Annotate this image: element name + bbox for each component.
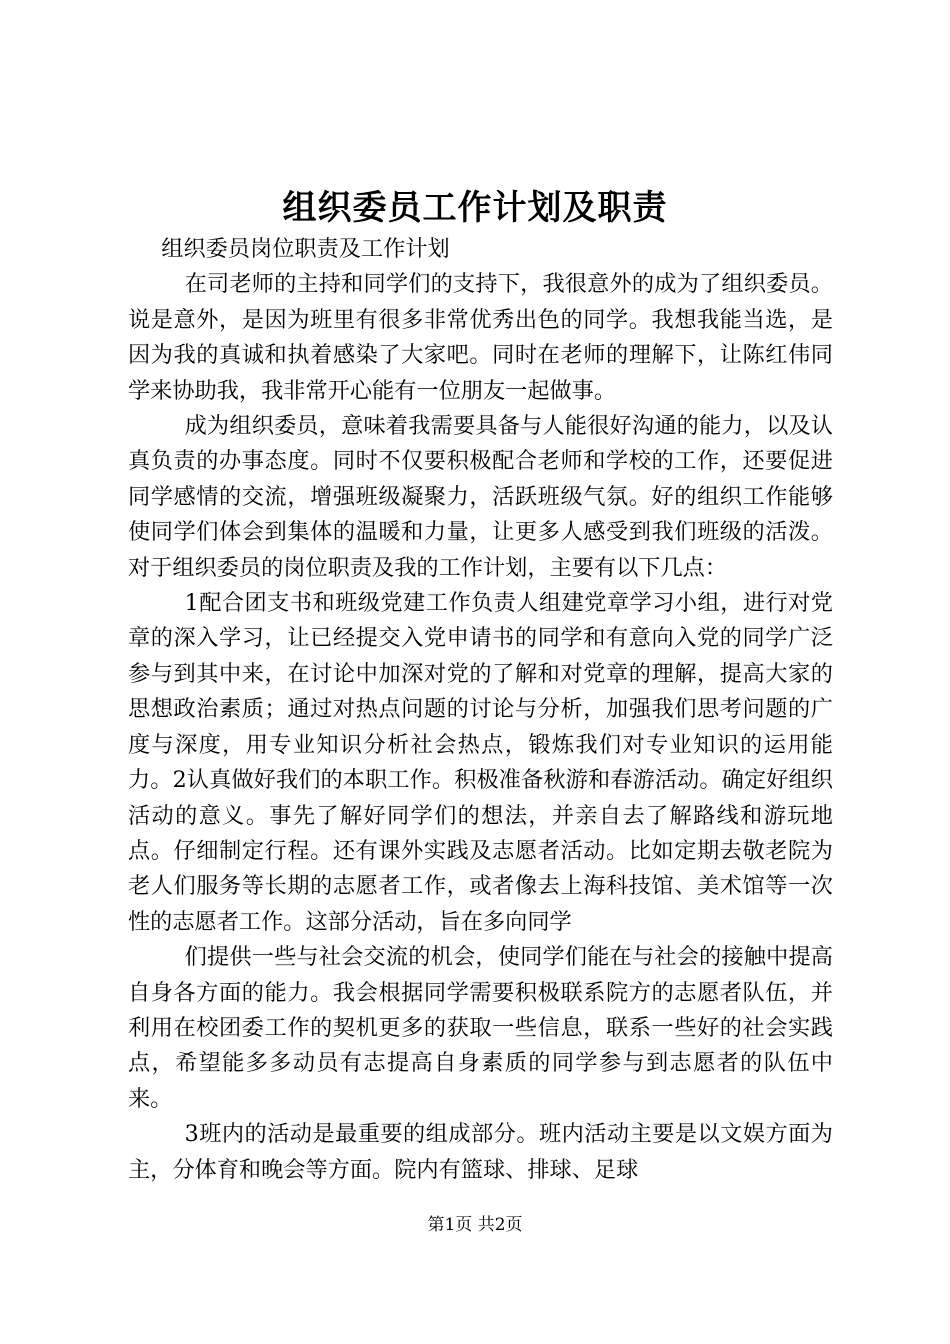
document-title: 组织委员工作计划及职责 [282, 188, 668, 228]
document-body [128, 232, 833, 1188]
paragraph-item-1-2: 1配合团支书和班级党建工作负责人组建党章学习小组，进行对党章的深入学习，让已经提交入党申请书的同学和有意向入党的同学广泛参与到其中来，在讨论中加深对党的了解和对党章的理解，提高大家的思想政治素质；通过对热点问题的讨论与分析，加强我们思考问题的广度与深度，用专业知识分析社会热点，锻炼我们对专业知识的运用能力。2认真做好我们的本职工作。积极准备秋游和春游活动。确定好组织活动的意义。事先了解好同学们的想法，并亲自去了解路线和游玩地点。仔细制定行程。还有课外实践及志愿者活动。比如定期去敬老院为老人们服务等长期的志愿者工作，或者像去上海科技馆、美术馆等一次性的志愿者工作。这部分活动，旨在多向同学 [128, 590, 833, 935]
paragraph-responsibilities: 成为组织委员，意味着我需要具备与人能很好沟通的能力，以及认真负责的办事态度。同时不仅要积极配合老师和学校的工作，还要促进同学感情的交流，增强班级凝聚力，活跃班级气氛。好的组织工作能够使同学们体会到集体的温暖和力量，让更多人感受到我们班级的活泼。对于组织委员的岗位职责及我的工作计划，主要有以下几点： [128, 413, 833, 581]
paragraph-item-3: 3班内的活动是最重要的组成部分。班内活动主要是以文娱方面为主，分体育和晚会等方面。院内有篮球、排球、足球 [128, 1121, 833, 1183]
paragraph-intro: 在司老师的主持和同学们的支持下，我很意外的成为了组织委员。说是意外，是因为班里有很多非常优秀出色的同学。我想我能当选，是因为我的真诚和执着感染了大家吧。同时在老师的理解下，让陈红伟同学来协助我，我非常开心能有一位朋友一起做事。 [128, 271, 833, 404]
paragraph-continuation: 们提供一些与社会交流的机会，使同学们能在与社会的接触中提高自身各方面的能力。我会根据同学需要积极联系院方的志愿者队伍，并利用在校团委工作的契机更多的获取一些信息，联系一些好的社会实践点，希望能多多动员有志提高自身素质的同学参与到志愿者的队伍中来。 [128, 944, 833, 1112]
document-subtitle: 组织委员岗位职责及工作计划 [161, 236, 450, 262]
page-footer: 第1页 共2页 [427, 1215, 523, 1235]
